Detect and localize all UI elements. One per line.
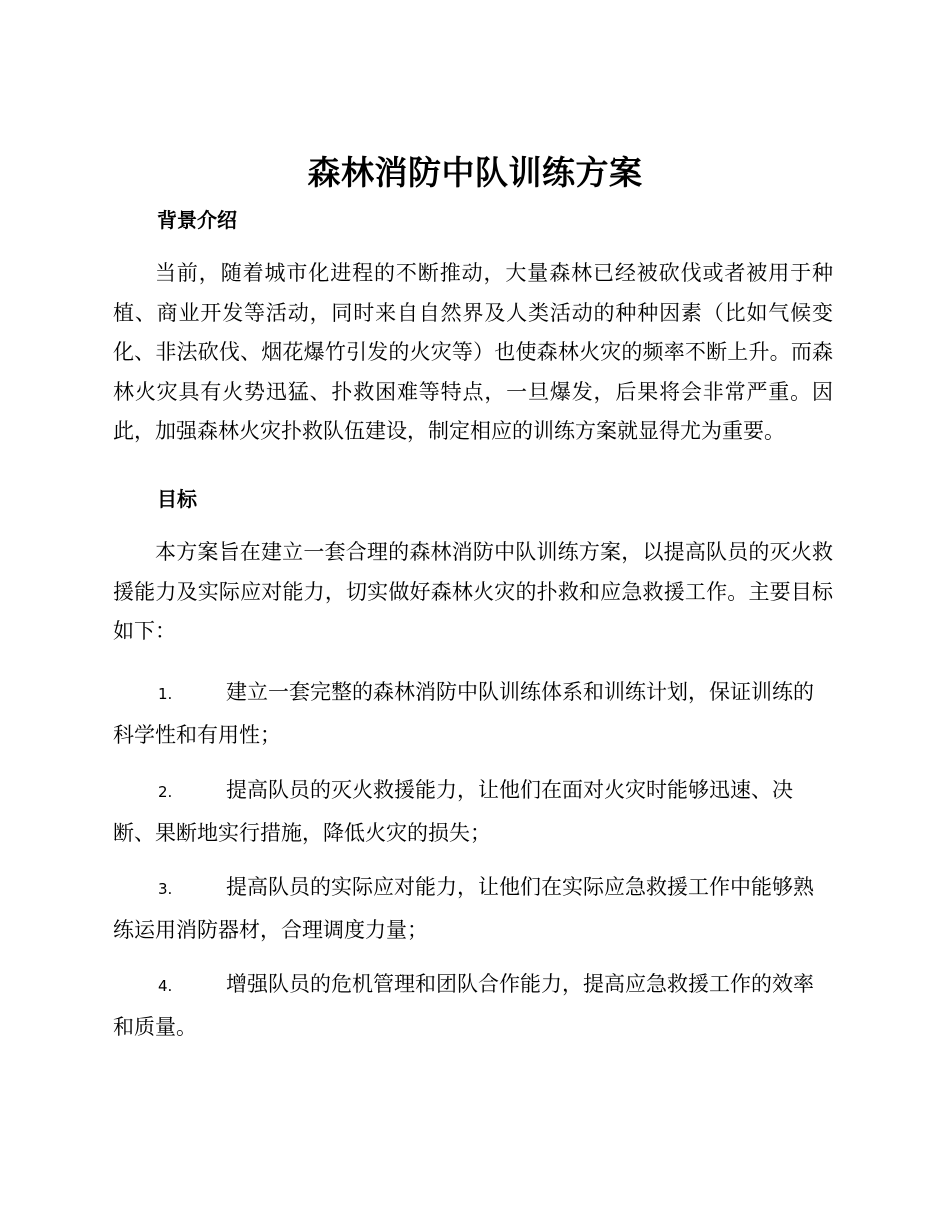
section-heading-background: 背景介绍 [157, 208, 237, 232]
document-title: 森林消防中队训练方案 [307, 153, 643, 192]
goal-list-item [113, 770, 833, 854]
list-item-text: 建立一套完整的森林消防中队训练体系和训练计划，保证训练的科学性和有用性； [113, 680, 814, 747]
list-item-number: 1. [158, 685, 173, 703]
section-heading-goals: 目标 [157, 487, 197, 511]
list-item-number: 4. [158, 977, 173, 995]
list-item-number: 2. [158, 783, 173, 801]
list-item-text: 提高队员的灭火救援能力，让他们在面对火灾时能够迅速、决断、果断地实行措施，降低火灾的损失； [113, 778, 793, 845]
goal-list-item [113, 867, 833, 951]
goal-list-item [113, 672, 833, 756]
list-item-text: 增强队员的危机管理和团队合作能力，提高应急救援工作的效率和质量。 [113, 972, 814, 1039]
list-item-text: 提高队员的实际应对能力，让他们在实际应急救援工作中能够熟练运用消防器材，合理调度力量； [113, 875, 814, 942]
goal-list-item [113, 964, 833, 1048]
background-paragraph: 当前，随着城市化进程的不断推动，大量森林已经被砍伐或者被用于种植、商业开发等活动，同时来自自然界及人类活动的种种因素（比如气候变化、非法砍伐、烟花爆竹引发的火灾等）也使森林火灾的频率不断上升。而森林火灾具有火势迅猛、扑救困难等特点，一旦爆发，后果将会非常严重。因此，加强森林火灾扑救队伍建设，制定相应的训练方案就显得尤为重要。 [113, 261, 833, 443]
goals-intro-paragraph: 本方案旨在建立一套合理的森林消防中队训练方案，以提高队员的灭火救援能力及实际应对能力，切实做好森林火灾的扑救和应急救援工作。主要目标如下： [113, 540, 833, 643]
list-item-number: 3. [158, 880, 173, 898]
